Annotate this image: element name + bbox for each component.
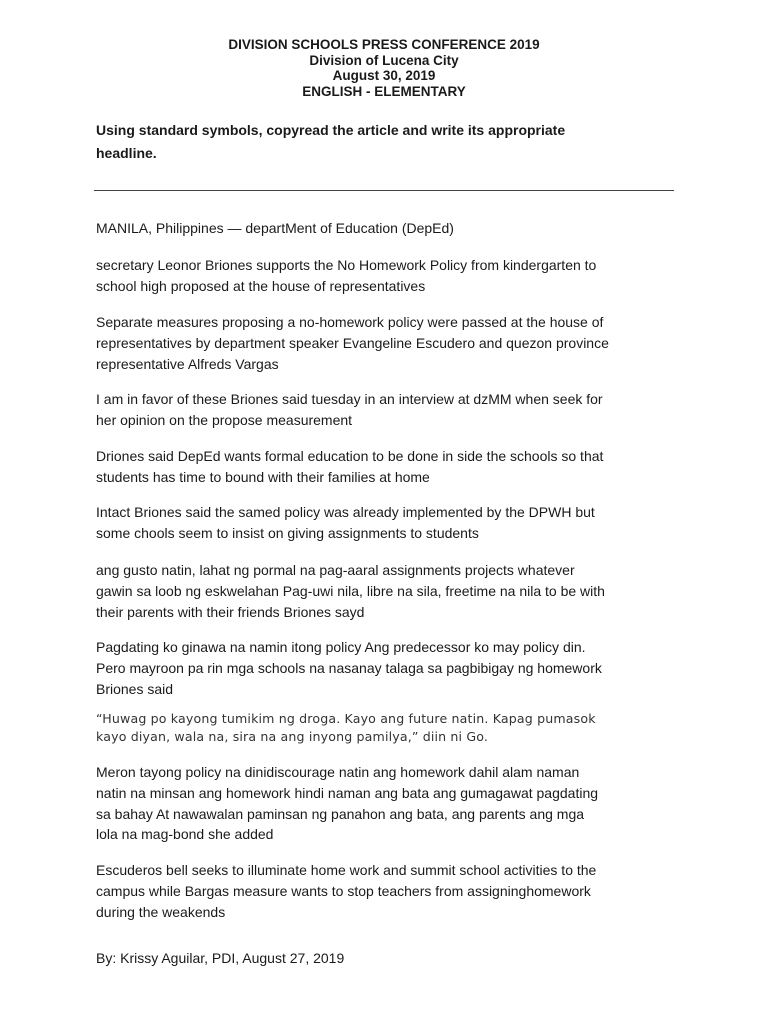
paragraph-line: ang gusto natin, lahat ng pormal na pag-aaral assignments projects whatever: [96, 562, 575, 578]
paragraph-line: gawin sa loob ng eskwelahan Pag-uwi nila, libre na sila, freetime na nila to be with: [96, 582, 605, 599]
paragraph-line: I am in favor of these Briones said tuesday in an interview at dzMM when seek for: [96, 391, 603, 407]
header-division: Division of Lucena City: [309, 52, 459, 68]
quote-line: “Huwag po kayong tumikim ng droga. Kayo ang future natin. Kapag pumasok: [96, 711, 596, 726]
paragraph-line: Pagdating ko ginawa na namin itong policy Ang predecessor ko may policy din.: [96, 639, 586, 655]
article-paragraph-5: [96, 446, 686, 488]
paragraph-line: Separate measures proposing a no-homework policy were passed at the house of: [96, 314, 604, 330]
article-quote: [96, 710, 676, 745]
paragraph-line: school high proposed at the house of representatives: [96, 277, 426, 294]
paragraph-line: her opinion on the propose measurement: [96, 411, 353, 428]
article-paragraph-1: [96, 218, 686, 239]
paragraph-line: Pero mayroon pa rin mga schools na nasanay talaga sa pagbibigay ng homework: [96, 659, 602, 676]
header-date: August 30, 2019: [332, 68, 436, 83]
paragraph-line: their parents with their friends Briones sayd: [96, 603, 365, 620]
paragraph-line: sa bahay At nawawalan paminsan ng panahon ang bata, ang parents ang mga: [96, 805, 585, 822]
article-paragraph-10: [96, 860, 686, 922]
article-paragraph-7: [96, 560, 686, 622]
paragraph-line: representatives by department speaker Evangeline Escudero and quezon province: [96, 334, 609, 351]
paragraph-line: Driones said DepEd wants formal education to be done in side the schools so that: [96, 448, 604, 464]
article-paragraph-9: [96, 762, 686, 845]
paragraph-line: during the weakends: [96, 903, 226, 920]
quote-line: kayo diyan, wala na, sira na ang inyong pamilya,” diin ni Go.: [96, 728, 489, 744]
header-category: ENGLISH - ELEMENTARY: [302, 83, 466, 99]
article-paragraph-8: [96, 637, 686, 699]
article-paragraph-6: [96, 502, 686, 544]
paragraph-line: students has time to bound with their families at home: [96, 468, 430, 485]
paragraph-line: natin na minsan ang homework hindi naman ang bata ang gumagawat pagdating: [96, 784, 599, 801]
paragraph-line: MANILA, Philippines — departMent of Education (DepEd): [96, 220, 454, 236]
paragraph-line: some chools seem to insist on giving assignments to students: [96, 524, 479, 541]
paragraph-line: Meron tayong policy na dinidiscourage natin ang homework dahil alam naman: [96, 764, 580, 780]
instruction-line: headline.: [96, 145, 157, 161]
header-conference-title: DIVISION SCHOOLS PRESS CONFERENCE 2019: [228, 37, 540, 52]
document-header: [0, 37, 768, 99]
paragraph-line: lola na mag-bond she added: [96, 826, 274, 843]
paragraph-line: campus while Bargas measure wants to stop teachers from assigninghomework: [96, 882, 591, 899]
paragraph-line: Intact Briones said the samed policy was already implemented by the DPWH but: [96, 504, 595, 520]
article-paragraph-3: [96, 312, 686, 374]
article-paragraph-4: [96, 389, 686, 431]
paragraph-line: Escuderos bell seeks to illuminate home work and summit school activities to the: [96, 862, 597, 878]
instruction-line: Using standard symbols, copyread the article and write its appropriate: [96, 122, 566, 138]
instruction-text: [96, 119, 676, 165]
article-byline: By: Krissy Aguilar, PDI, August 27, 2019: [96, 950, 345, 966]
paragraph-line: secretary Leonor Briones supports the No Homework Policy from kindergarten to: [96, 257, 597, 273]
article-paragraph-2: [96, 255, 686, 297]
headline-answer-line: [94, 190, 674, 191]
paragraph-line: representative Alfreds Vargas: [96, 355, 279, 372]
paragraph-line: Briones said: [96, 680, 174, 697]
